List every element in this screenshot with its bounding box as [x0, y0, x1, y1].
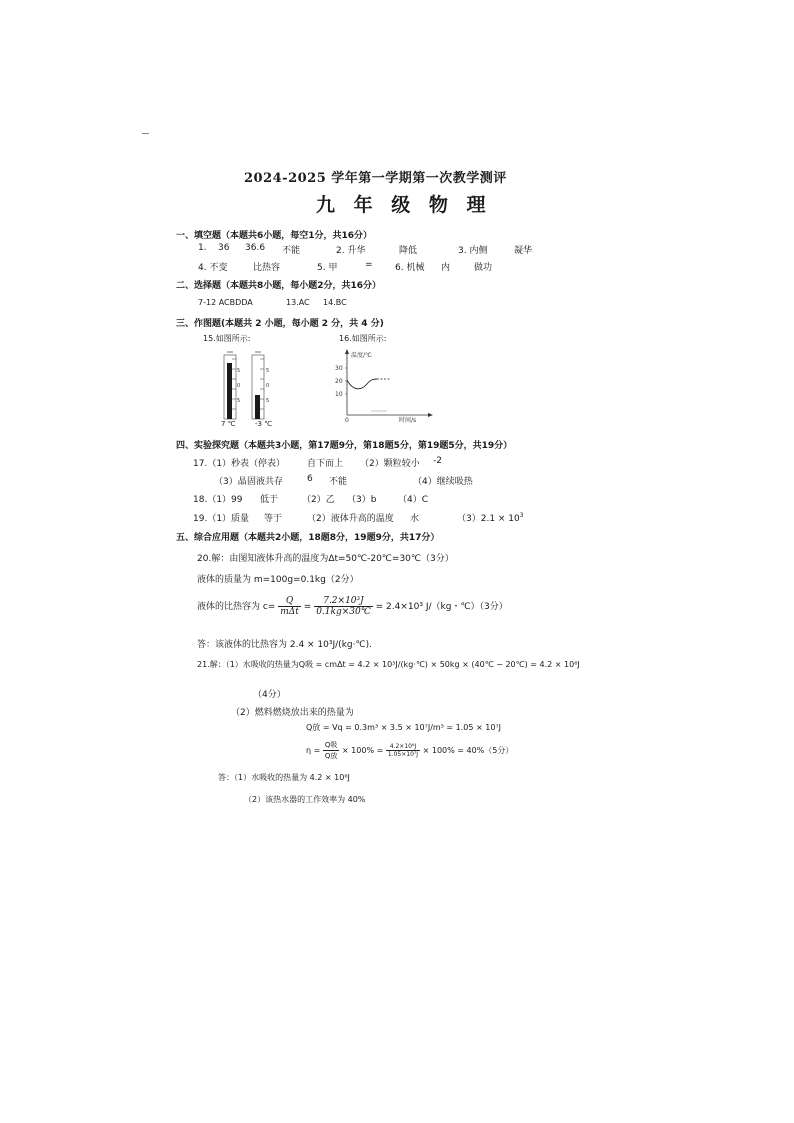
- graph-origin: 0: [345, 417, 349, 423]
- q21-line1: 21.解：（1）水吸收的热量为Q吸 = cmΔt = 4.2 × 10³J/(kg·℃) × 50kg × (40℃ − 20℃) = 4.2 × 10⁶J: [197, 660, 580, 669]
- sec1-row2-c6: 内: [441, 263, 451, 273]
- q21-answer2: （2）该热水器的工作效率为 40%: [244, 795, 366, 804]
- q19-3: （2）液体升高的温度: [307, 514, 394, 524]
- q21-eta-frac2: [386, 743, 420, 758]
- q21-line2: （2）燃料燃烧放出来的热量为: [231, 708, 354, 718]
- q21-eta-frac-num: Q吸: [324, 741, 338, 749]
- q20-frac1: [278, 596, 301, 617]
- graph-curve: [347, 379, 377, 389]
- q20-answer: 答：该液体的比热容为 2.4 × 10³J/(kg·℃).: [197, 640, 372, 650]
- q20-frac2-den: 0.1kg×30℃: [316, 607, 371, 617]
- q20-frac2: [314, 596, 373, 617]
- sec1-row2-c2: 比热容: [253, 263, 281, 273]
- q19-5-exp: 3: [519, 512, 524, 519]
- q19-1: 19.（1）质量: [193, 514, 250, 524]
- sec1-row1-c1: 1.: [198, 243, 207, 253]
- q20-frac1-num: Q: [278, 596, 301, 607]
- q18-2: 低于: [260, 495, 279, 505]
- sec5-heading: 五、综合应用题（本题共2小题，18题8分，19题9分，共17分）: [176, 533, 440, 543]
- sec1-row2-c7: 做功: [474, 263, 493, 273]
- thermo-right-tick-2: 0: [266, 383, 270, 389]
- exam-title: 2024-2025 学年第一学期第一次教学测评: [244, 171, 507, 186]
- sec1-row2-c3: 5. 甲: [317, 263, 338, 273]
- q17-1: 17.（1）秒表（停表）: [193, 459, 286, 469]
- sec1-row2-c5: 6. 机械: [395, 263, 425, 273]
- q20-frac2-num: 7.2×10³J: [314, 596, 373, 607]
- sec2-answer-2: 13.AC: [286, 298, 310, 307]
- sec1-row2-c4: =: [365, 260, 373, 270]
- scan-mark: [142, 133, 149, 134]
- q17-7: 6: [307, 474, 313, 484]
- sec1-row1-c5: 2. 升华: [336, 246, 366, 256]
- q17-8: 不能: [329, 477, 348, 487]
- thermo-left-caption: 7 ℃: [221, 420, 236, 428]
- q20-line1: 20.解：由图知液体升高的温度为Δt=50℃-20℃=30℃（3分）: [197, 554, 454, 564]
- q20-line3: 液体的比热容为 c= $\frac{Q}{\text{mΔt}}$ = $\frac{\text{7.2×10³J}}{0.1kg\times 30℃}$ = 2.4×10³ J/（kg・℃）（3分）: [197, 596, 508, 617]
- q19-5: [457, 511, 524, 524]
- q21-eta-line: [306, 740, 513, 761]
- q21-answer1: 答：（1）水吸收的热量为 4.2 × 10⁶J: [218, 773, 350, 782]
- thermo-right-caption: -3 ℃: [255, 420, 273, 428]
- q18-5: （4）C: [398, 495, 429, 505]
- q20-line2: 液体的质量为 m=100g=0.1kg（2分）: [197, 575, 359, 585]
- thermo-right-tick-1: 5: [266, 368, 270, 374]
- q17-6: 固液共存: [247, 477, 284, 487]
- q21-eta-frac2-num: 4.2×10⁶J: [386, 743, 420, 751]
- thermo-left-tick-2: 0: [237, 383, 241, 389]
- q21-eta-prefix: η =: [306, 746, 321, 755]
- q21-eta-end: × 100% = 40%（5分）: [422, 746, 514, 755]
- q21-eta-frac2-den: 1.05×10⁷J: [387, 751, 419, 758]
- q19-5-base: （3）2.1 × 10: [457, 514, 520, 524]
- q18-1: 18.（1）99: [193, 495, 243, 505]
- thermo-left-tick-3: 5: [237, 398, 241, 404]
- q17-9: （4）继续吸热: [413, 477, 473, 487]
- sec1-row1-c7: 3. 内侧: [458, 246, 488, 256]
- graph-ytick-30: 30: [335, 365, 343, 372]
- graph-ylabel: 温度/℃: [351, 352, 372, 359]
- q20-line3-prefix: 液体的比热容为 c=: [197, 602, 276, 612]
- sec1-row1-c8: 凝华: [514, 246, 533, 256]
- graph-xlabel: 时间/s: [399, 417, 417, 423]
- q21-score1: （4分）: [253, 690, 286, 700]
- q17-3: （2）颗粒较小: [360, 459, 420, 469]
- graph-ytick-20: 20: [335, 378, 343, 385]
- sec2-answer-3: 14.BC: [323, 298, 347, 307]
- sec4-heading: 四、实验探究题（本题共3小题，第17题9分，第18题5分，第19题5分，共19分）: [176, 441, 513, 451]
- thermometer-figure: [210, 347, 280, 429]
- temperature-graph: [335, 347, 435, 423]
- q19-4: 水: [410, 514, 420, 524]
- q18-4: （3）b: [347, 495, 377, 505]
- q21-line3: Q放 = Vq = 0.3m³ × 3.5 × 10⁷J/m³ = 1.05 × 10⁷J: [306, 723, 502, 732]
- graph-ytick-10: 10: [335, 391, 343, 398]
- q15-label: 15.如图所示:: [203, 334, 251, 343]
- q21-eta-frac-den: Q放: [324, 752, 338, 760]
- thermo-right-tick-3: 5: [266, 398, 270, 404]
- sec2-heading: 二、选择题（本题共8小题，每小题2分，共16分）: [176, 281, 382, 291]
- q20-result: = 2.4×10³ J/（kg・℃）（3分）: [375, 602, 508, 612]
- sec1-row1-c3: 36.6: [245, 243, 266, 253]
- q17-4: -2: [433, 456, 442, 466]
- sec1-row2-c1: 4. 不变: [198, 263, 228, 273]
- q18-3: （2）乙: [302, 495, 335, 505]
- thermo-left-tick-1: 5: [237, 368, 241, 374]
- sec1-row1-c4: 不能: [282, 246, 301, 256]
- q19-2: 等于: [264, 514, 283, 524]
- q20-frac1-den: mΔt: [280, 607, 299, 617]
- sec3-heading: 三、作图题(本题共 2 小题，每小题 2 分，共 4 分): [176, 319, 384, 329]
- q17-2: 自下而上: [307, 459, 344, 469]
- sec1-heading: 一、填空题（本题共6小题，每空1分，共16分）: [176, 231, 373, 241]
- q16-label: 16.如图所示:: [339, 334, 387, 343]
- sec1-row1-c2: 36: [218, 243, 230, 253]
- q21-eta-frac: [323, 740, 340, 761]
- q21-eta-mid: × 100% =: [341, 746, 384, 755]
- sec2-answer-1: 7-12 ACBDDA: [198, 298, 253, 307]
- sec1-row1-c6: 降低: [399, 246, 418, 256]
- q17-5: （3）晶: [214, 477, 247, 487]
- subject-title: 九 年 级 物 理: [316, 194, 492, 216]
